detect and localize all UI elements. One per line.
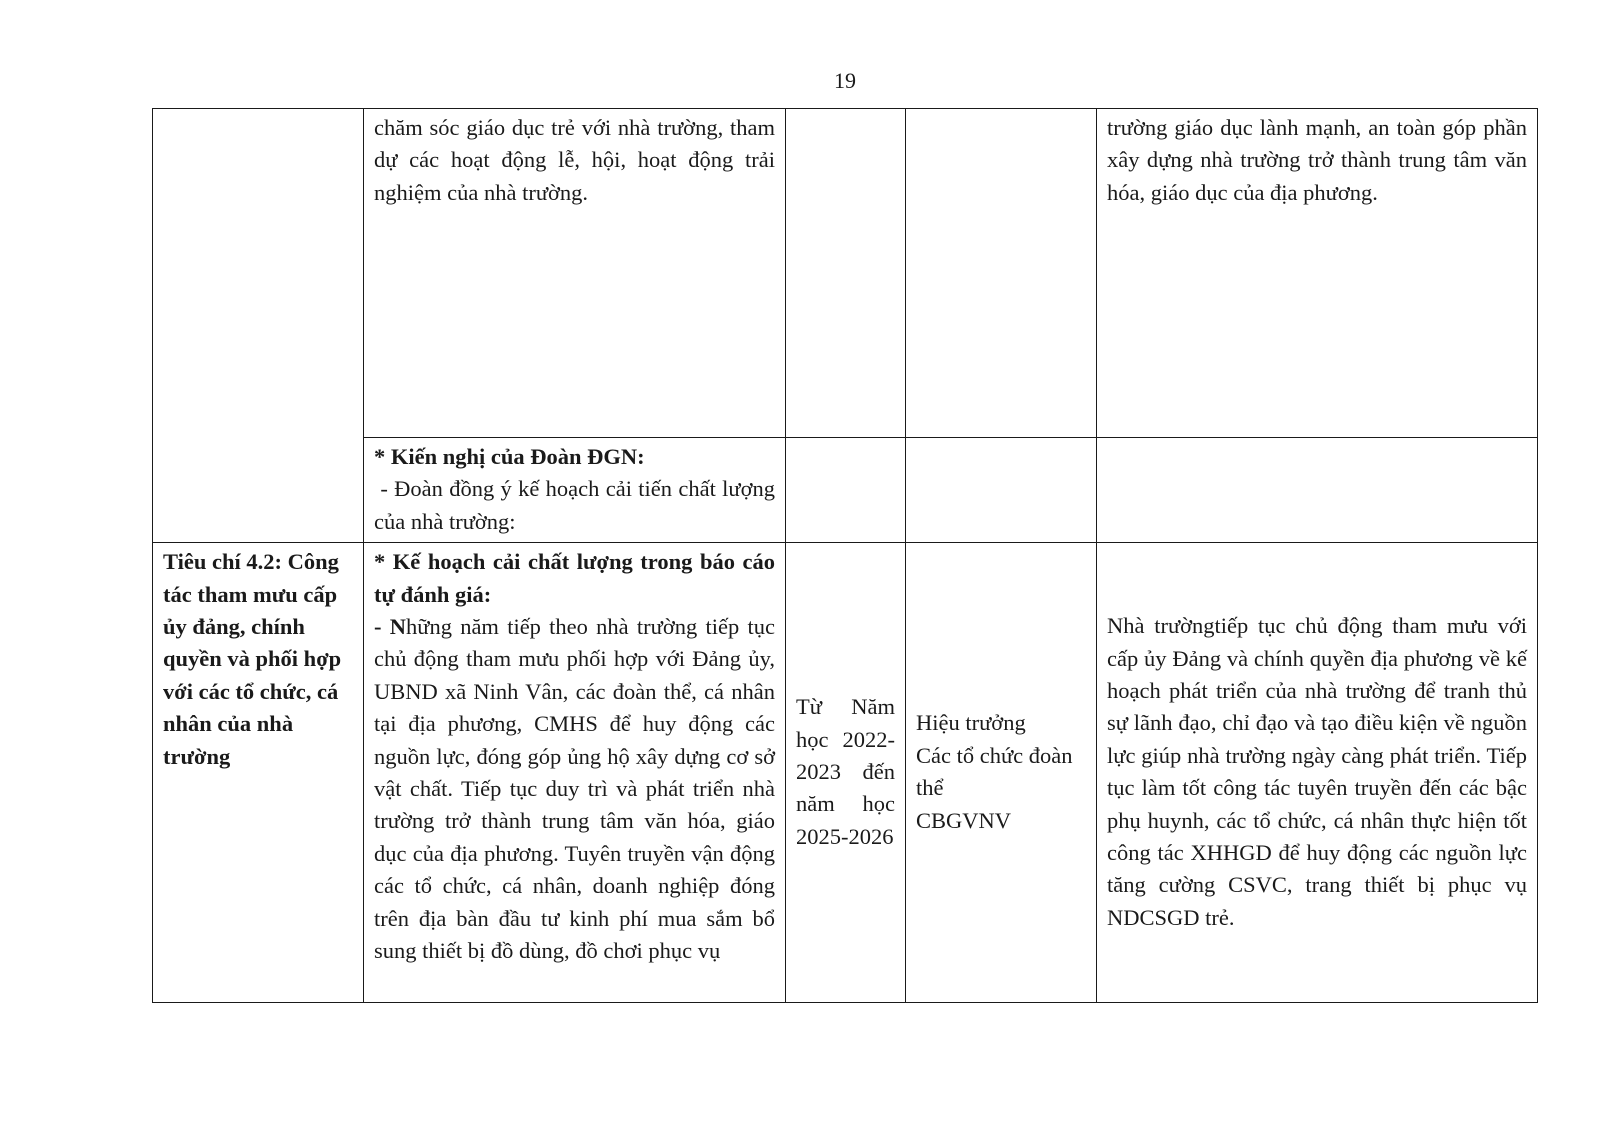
outcome-cell [1097,543,1538,1003]
recommendation-text: - Đoàn đồng ý kế hoạch cải tiến chất lượng của nhà trường: [374,476,781,534]
responsible-cell [906,109,1097,438]
improvement-plan-table [152,108,1538,1003]
plan-cell [364,438,786,543]
table-row [153,109,1538,438]
criterion-cell [153,543,364,1003]
plan-cell [364,543,786,1003]
page-number: 19 [834,68,856,93]
plan-text: chăm sóc giáo dục trẻ với nhà trường, tham dự các hoạt động lễ, hội, hoạt động trải nghiệm của nhà trường. [374,115,775,205]
criterion-cell-empty [153,109,364,543]
outcome-cell [1097,438,1538,543]
recommendation-heading: * Kiến nghị của Đoàn ĐGN: [374,444,645,469]
timeline-cell [786,109,906,438]
plan-heading: * Kế hoạch cải chất lượng trong báo cáo tự đánh giá: [374,549,775,607]
plan-cell [364,109,786,438]
responsible-line: CBGVNV [916,807,1012,833]
timeline-cell [786,438,906,543]
outcome-text: trường giáo dục lành mạnh, an toàn góp phần xây dựng nhà trường trở thành trung tâm văn hóa, giáo dục của địa phương. [1107,115,1527,205]
responsible-cell [906,543,1097,1003]
plan-lead: - N [374,614,406,640]
outcome-text: Nhà trườngtiếp tục chủ động tham mưu với cấp ủy Đảng và chính quyền địa phương về kế hoạch phát triển của nhà trường để tranh thủ sự lãnh đạo, chỉ đạo và tạo điều kiện về nguồn lực giúp nhà trường ngày càng phát triển. Tiếp tục làm tốt công tác tuyên truyền đến các bậc phụ huynh, các tổ chức, cá nhân thực hiện tốt công tác XHHGD để huy động các nguồn lực tăng cường CSVC, trang thiết bị phục vụ NDCSGD trẻ. [1107,613,1527,930]
outcome-cell [1097,109,1538,438]
responsible-line: Hiệu trưởng [916,710,1026,736]
criterion-title: Tiêu chí 4.2: Công tác tham mưu cấp ủy đảng, chính quyền và phối hợp với các tổ chức, cá nhân của nhà trường [163,549,342,769]
timeline-text: Từ Năm học 2022-2023 đến năm học 2025-2026 [796,694,895,849]
table-row [153,543,1538,1003]
timeline-cell [786,543,906,1003]
responsible-line: Các tổ chức đoàn thể [916,742,1073,801]
responsible-cell [906,438,1097,543]
plan-text: hững năm tiếp theo nhà trường tiếp tục chủ động tham mưu phối hợp với Đảng ủy, UBND xã Ninh Vân, các đoàn thể, cá nhân tại địa phương, CMHS để huy động các nguồn lực, đóng góp ủng hộ xây dựng cơ sở vật chất. Tiếp tục duy trì và phát triển nhà trường trở thành trung tâm văn hóa, giáo dục của địa phương. Tuyên truyền vận động các tổ chức, cá nhân, doanh nghiệp đóng trên địa bàn đầu tư kinh phí mua sắm bổ sung thiết bị đồ dùng, đồ chơi phục vụ [374,614,775,964]
